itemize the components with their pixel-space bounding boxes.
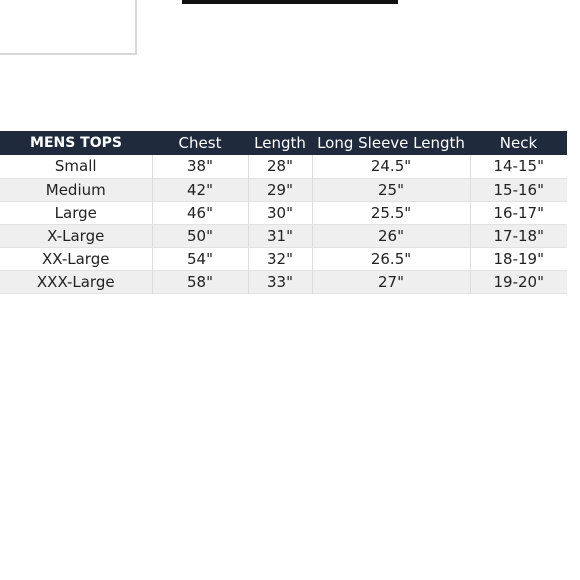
- neck-cell: 17-18": [470, 224, 567, 247]
- header-chest: Chest: [178, 134, 222, 152]
- long-sleeve-length-cell: 25": [312, 178, 470, 201]
- size-cell: Large: [0, 201, 152, 224]
- neck-cell: 16-17": [470, 201, 567, 224]
- long-sleeve-length-cell: 24.5": [312, 155, 470, 178]
- cropped-heading-mark: [182, 0, 398, 4]
- table-row: [0, 224, 567, 247]
- long-sleeve-length-cell: 26.5": [312, 247, 470, 270]
- neck-cell: 19-20": [470, 270, 567, 293]
- long-sleeve-length-cell: 27": [312, 270, 470, 293]
- size-cell: Medium: [0, 178, 152, 201]
- size-cell: Small: [0, 155, 152, 178]
- chest-cell: 42": [152, 178, 248, 201]
- chest-cell: 54": [152, 247, 248, 270]
- neck-cell: 15-16": [470, 178, 567, 201]
- length-cell: 33": [248, 270, 312, 293]
- cropped-panel: [0, 0, 137, 55]
- chest-cell: 38": [152, 155, 248, 178]
- table-row: [0, 201, 567, 224]
- size-chart-table: [0, 131, 567, 294]
- neck-cell: 14-15": [470, 155, 567, 178]
- length-cell: 31": [248, 224, 312, 247]
- size-cell: XXX-Large: [0, 270, 152, 293]
- long-sleeve-length-cell: 25.5": [312, 201, 470, 224]
- length-cell: 29": [248, 178, 312, 201]
- table-row: [0, 178, 567, 201]
- chest-cell: 46": [152, 201, 248, 224]
- long-sleeve-length-cell: 26": [312, 224, 470, 247]
- header-mens-tops: MENS TOPS: [30, 135, 122, 151]
- table-header-row: [0, 131, 567, 155]
- header-neck: Neck: [499, 134, 538, 152]
- chest-cell: 50": [152, 224, 248, 247]
- neck-cell: 18-19": [470, 247, 567, 270]
- chest-cell: 58": [152, 270, 248, 293]
- size-cell: X-Large: [0, 224, 152, 247]
- header-long-sleeve-length: Long Sleeve Length: [317, 134, 465, 152]
- table-row: [0, 270, 567, 293]
- length-cell: 32": [248, 247, 312, 270]
- header-length: Length: [254, 134, 306, 152]
- table-row: [0, 247, 567, 270]
- size-cell: XX-Large: [0, 247, 152, 270]
- length-cell: 28": [248, 155, 312, 178]
- length-cell: 30": [248, 201, 312, 224]
- table-row: [0, 155, 567, 178]
